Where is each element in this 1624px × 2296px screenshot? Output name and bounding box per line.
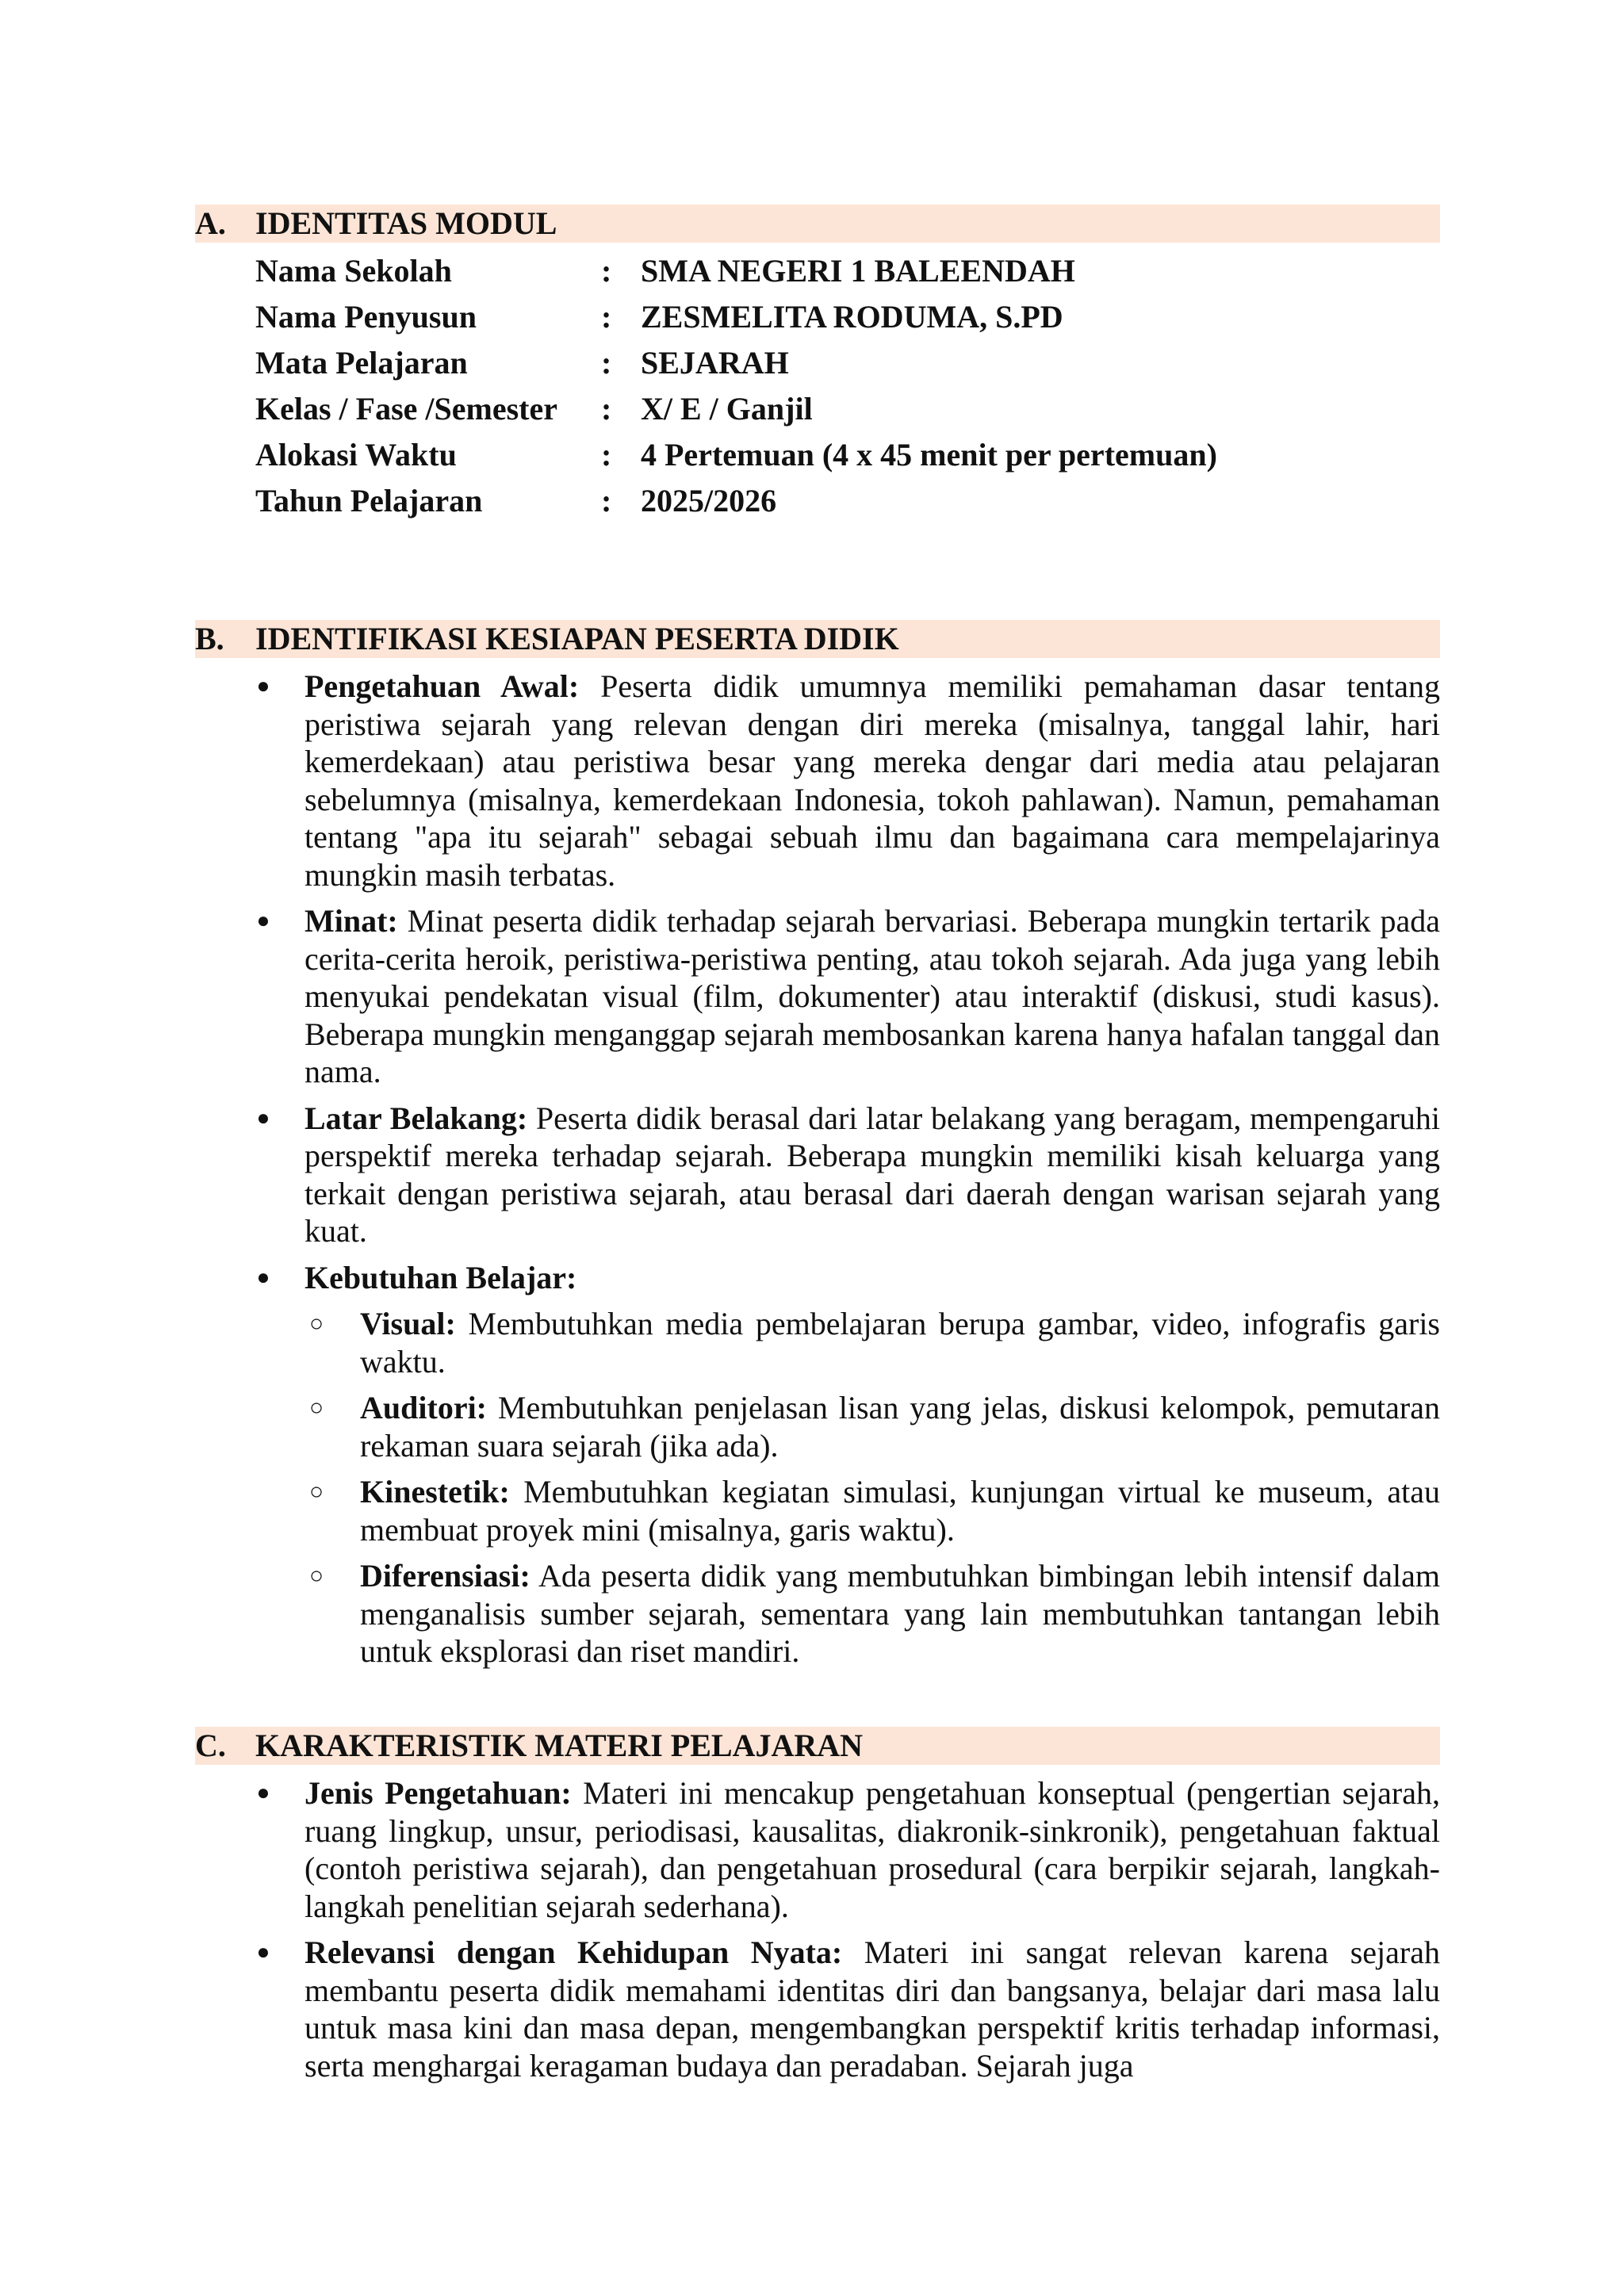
list-item — [255, 1934, 1440, 2084]
bullet-icon: ● — [256, 674, 270, 698]
sub-item-text: Membutuhkan penjelasan lisan yang jelas, diskusi kelompok, pemutaran rekaman suara sejarah (jika ada). — [360, 1390, 1440, 1464]
item-term: Latar Belakang: — [304, 1100, 528, 1136]
sub-item-term: Diferensiasi: — [360, 1558, 530, 1594]
identity-value: SMA NEGERI 1 BALEENDAH — [641, 252, 1075, 289]
identity-value: X/ E / Ganjil — [641, 390, 813, 427]
identity-row — [255, 339, 1217, 385]
identity-value: SEJARAH — [641, 344, 789, 381]
item-text: Peserta didik berasal dari latar belakang yang beragam, mempengaruhi perspektif mereka terhadap sejarah. Beberapa mungkin memiliki kisah keluarga yang terkait dengan peristiwa sejarah, atau berasal dari daerah dengan warisan sejarah yang kuat. — [304, 1100, 1441, 1249]
item-term: Jenis Pengetahuan: — [304, 1775, 572, 1811]
item-term: Minat: — [304, 903, 398, 939]
item-term: Pengetahuan Awal: — [304, 668, 580, 704]
section-c-header — [195, 1727, 1440, 1765]
sub-item-text: Membutuhkan media pembelajaran berupa gambar, video, infografis garis waktu. — [360, 1306, 1440, 1380]
sub-list — [304, 1305, 1440, 1670]
sub-list-item — [255, 1389, 1440, 1464]
section-b-title: IDENTIFIKASI KESIAPAN PESERTA DIDIK — [255, 621, 899, 656]
circle-bullet-icon: ○ — [309, 1479, 324, 1505]
section-c-list — [255, 1774, 1440, 2093]
circle-bullet-icon: ○ — [309, 1395, 324, 1421]
list-item — [255, 668, 1440, 894]
sub-item-text: Membutuhkan kegiatan simulasi, kunjungan virtual ke museum, atau membuat proyek mini (misalnya, garis waktu). — [360, 1474, 1440, 1548]
section-a-header — [195, 205, 1440, 243]
identity-row — [255, 293, 1217, 339]
circle-bullet-icon: ○ — [309, 1311, 324, 1337]
identity-label: Mata Pelajaran — [255, 344, 468, 381]
identity-colon: : — [601, 482, 612, 519]
circle-bullet-icon: ○ — [309, 1563, 324, 1589]
bullet-icon: ● — [256, 1940, 270, 1965]
sub-list-item — [255, 1557, 1440, 1670]
identity-colon: : — [601, 390, 612, 427]
identity-row — [255, 385, 1217, 431]
list-item — [255, 1259, 1440, 1670]
identity-table — [255, 247, 1217, 523]
identity-colon: : — [601, 344, 612, 381]
bullet-icon: ● — [256, 909, 270, 933]
identity-colon: : — [601, 252, 612, 289]
item-term: Relevansi dengan Kehidupan Nyata: — [304, 1934, 843, 1970]
identity-label: Alokasi Waktu — [255, 436, 457, 473]
section-a-letter: A. — [195, 205, 226, 241]
identity-row — [255, 431, 1217, 477]
identity-value: 4 Pertemuan (4 x 45 menit per pertemuan) — [641, 436, 1217, 473]
identity-row — [255, 477, 1217, 523]
section-b-letter: B. — [195, 621, 224, 656]
list-item — [255, 1100, 1440, 1250]
identity-label: Tahun Pelajaran — [255, 482, 483, 519]
identity-colon: : — [601, 298, 612, 335]
sub-item-text: Ada peserta didik yang membutuhkan bimbingan lebih intensif dalam menganalisis sumber sejarah, sementara yang lain membutuhkan tantangan lebih untuk eksplorasi dan riset mandiri. — [360, 1558, 1440, 1669]
section-c-letter: C. — [195, 1728, 226, 1763]
item-text: Materi ini sangat relevan karena sejarah membantu peserta didik memahami identitas diri dan bangsanya, belajar dari masa lalu untuk masa kini dan masa depan, mengembangkan perspektif kritis terhadap informasi, serta menghargai keragaman budaya dan peradaban. Sejarah juga — [304, 1934, 1440, 2084]
item-term: Kebutuhan Belajar: — [304, 1259, 577, 1295]
sub-item-term: Auditori: — [360, 1390, 487, 1425]
sub-list-item — [255, 1473, 1440, 1548]
list-item — [255, 1774, 1440, 1925]
bullet-icon: ● — [256, 1265, 270, 1290]
bullet-icon: ● — [256, 1105, 270, 1131]
sub-item-term: Visual: — [360, 1306, 456, 1341]
section-a-title: IDENTITAS MODUL — [255, 205, 557, 241]
item-text: Minat peserta didik terhadap sejarah bervariasi. Beberapa mungkin tertarik pada cerita-cerita heroik, peristiwa-peristiwa penting, atau tokoh sejarah. Ada juga yang lebih menyukai pendekatan visual (film, dokumenter) atau interaktif (diskusi, studi kasus). Beberapa mungkin menganggap sejarah membosankan karena hanya hafalan tanggal dan nama. — [304, 903, 1440, 1089]
section-c-title: KARAKTERISTIK MATERI PELAJARAN — [255, 1728, 864, 1763]
identity-label: Nama Sekolah — [255, 252, 452, 289]
section-b-list — [255, 668, 1440, 1679]
bullet-icon: ● — [256, 1781, 270, 1805]
identity-colon: : — [601, 436, 612, 473]
sub-list-item — [255, 1305, 1440, 1380]
identity-value: ZESMELITA RODUMA, S.PD — [641, 298, 1063, 335]
identity-value: 2025/2026 — [641, 482, 777, 519]
section-b-header — [195, 620, 1440, 658]
identity-label: Kelas / Fase /Semester — [255, 390, 557, 427]
list-item — [255, 902, 1440, 1091]
identity-label: Nama Penyusun — [255, 298, 477, 335]
item-text: Materi ini mencakup pengetahuan konseptual (pengertian sejarah, ruang lingkup, unsur, periodisasi, kausalitas, diakronik-sinkronik), pengetahuan faktual (contoh peristiwa sejarah), dan pengetahuan prosedural (cara berpikir sejarah, langkah-langkah penelitian sejarah sederhana). — [304, 1775, 1441, 1924]
item-text: Peserta didik umumnya memiliki pemahaman dasar tentang peristiwa sejarah yang relevan dengan diri mereka (misalnya, tanggal lahir, hari kemerdekaan) atau peristiwa besar yang mereka dengar dari media atau pelajaran sebelumnya (misalnya, kemerdekaan Indonesia, tokoh pahlawan). Namun, pemahaman tentang "apa itu sejarah" sebagai sebuah ilmu dan bagaimana cara mempelajarinya mungkin masih terbatas. — [304, 668, 1440, 893]
identity-row — [255, 247, 1217, 293]
sub-item-term: Kinestetik: — [360, 1474, 510, 1510]
